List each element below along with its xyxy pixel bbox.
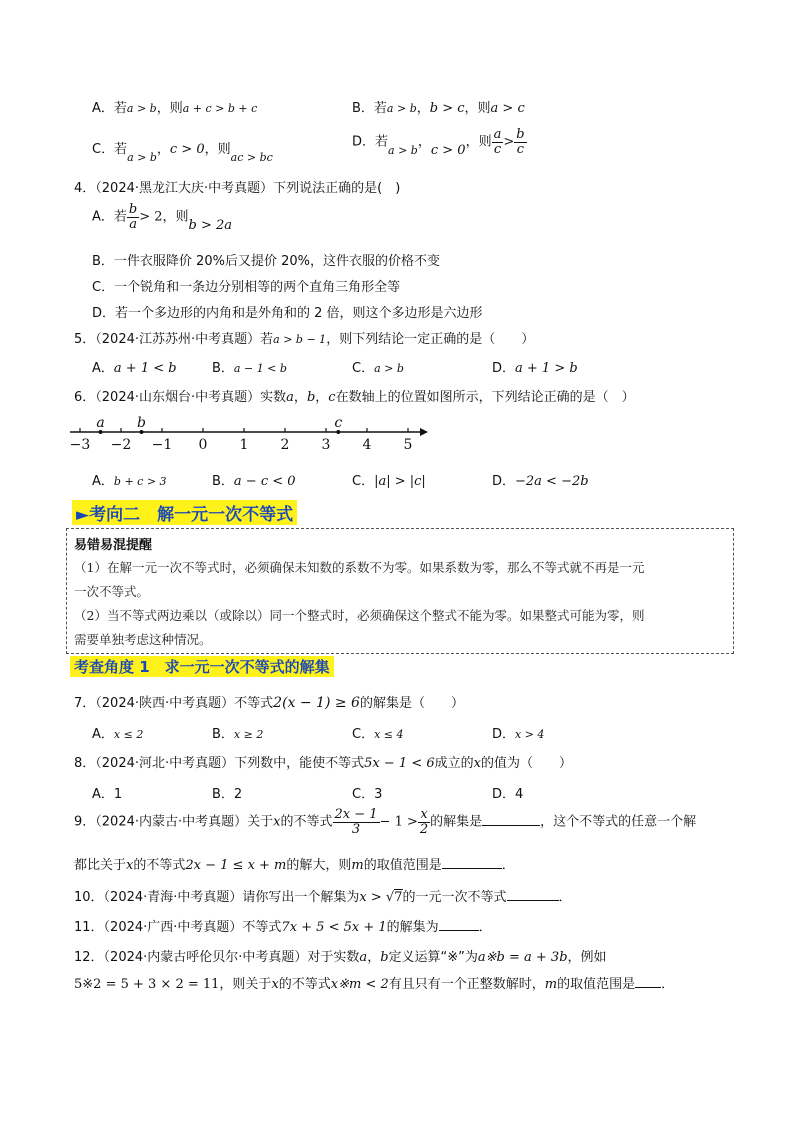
q4-option-b[interactable]: B．一件衣服降价 20%后又提价 20%，这件衣服的价格不变 [92, 254, 440, 269]
tips-line: （2）当不等式两边乘以（或除以）同一个整式时，必须确保这个整式不能为零。如果整式可能为零，则 [74, 608, 645, 623]
answer-blank[interactable] [442, 856, 502, 869]
q5-option-b[interactable]: B．a − 1 < b [212, 361, 287, 376]
fraction: $\frac{a}{c}$ [493, 127, 502, 157]
q5-option-d[interactable]: D．a + 1 > b [492, 361, 578, 376]
number-line-tick-label: 2 [280, 437, 290, 453]
q8-option-c[interactable]: C．3 [352, 787, 383, 802]
number-line-tick-label: −1 [151, 437, 173, 453]
question-8-stem: 8．（2024·河北·中考真题）下列数中，能使不等式5x − 1 < 6成立的x的值为（ ） [74, 756, 572, 771]
number-line-point-label: b [137, 415, 146, 431]
answer-blank[interactable] [482, 813, 540, 826]
number-line-tick-label: −2 [110, 437, 132, 453]
q4-option-a[interactable]: A．若 $\frac{b}{a}$ > 2，则b > 2a [92, 202, 233, 233]
question-9-stem: 9．（2024·内蒙古·中考真题）关于x的不等式 $\frac{2x - 1}{3}$ − 1 > $\frac{x}{2}$ 的解集是 ，这个不等式的任意一个解 [74, 807, 697, 837]
math-expression: a > b [127, 151, 157, 164]
math-expression: a > c [490, 101, 525, 116]
number-line-point-label: a [96, 415, 105, 431]
answer-blank[interactable] [507, 888, 559, 901]
tips-line: （1）在解一元一次不等式时，必须确保未知数的系数不为零。如果系数为零，那么不等式就不再是一元 [74, 560, 645, 575]
math-expression: c > 0 [169, 142, 205, 157]
fraction: $\frac{2x - 1}{3}$ [334, 807, 378, 837]
question-4-stem: 4．（2024·黑龙江大庆·中考真题）下列说法正确的是( ) [74, 181, 401, 196]
subsection-heading: 考查角度 1 求一元一次不等式的解集 [70, 656, 334, 677]
q8-option-b[interactable]: B．2 [212, 787, 243, 802]
math-expression: ac > bc [230, 151, 273, 164]
fraction: $\frac{x}{2}$ [419, 807, 429, 837]
math-expression: c > 0 [430, 142, 466, 158]
number-line-tick-label: −3 [69, 437, 91, 453]
fraction: $\frac{b}{a}$ [128, 202, 138, 232]
question-10-stem: 10．（2024·青海·中考真题）请你写出一个解集为x > √7的一元一次不等式 ． [74, 890, 572, 905]
math-expression: a + c > b + c [182, 102, 258, 115]
question-5-stem: 5．（2024·江苏苏州·中考真题）若a > b − 1，则下列结论一定正确的是（ ） [74, 332, 535, 347]
number-line-point-label: c [334, 415, 343, 431]
q7-option-c[interactable]: C．x ≤ 4 [352, 727, 404, 742]
math-expression: a > b [386, 102, 417, 115]
question-12-line2: 5※2 = 5 + 3 × 2 = 11，则关于x的不等式x※m < 2有且只有一个正整数解时，m的取值范围是 ． [74, 977, 675, 992]
q8-option-d[interactable]: D．4 [492, 787, 524, 802]
number-line-tick-label: 5 [403, 437, 413, 453]
question-7-stem: 7．（2024·陕西·中考真题）不等式2(x − 1) ≥ 6的解集是（ ） [74, 695, 464, 711]
number-line-tick-label: 3 [321, 437, 331, 453]
math-expression: a > b [126, 102, 157, 115]
tips-line: 需要单独考虑这种情况。 [74, 632, 212, 647]
q6-option-c[interactable]: C．|a| > |c| [352, 474, 426, 489]
fraction: $\frac{b}{c}$ [516, 127, 525, 157]
sqrt-symbol: √ [385, 890, 395, 905]
number-line-tick-label: 0 [198, 437, 208, 453]
math-expression: a > b [388, 143, 418, 157]
number-line-arrow [420, 428, 428, 436]
q7-option-a[interactable]: A．x ≤ 2 [92, 727, 144, 742]
q5-option-c[interactable]: C．a > b [352, 361, 404, 376]
q6-option-b[interactable]: B．a − c < 0 [212, 474, 296, 489]
tips-line: 一次不等式。 [74, 584, 150, 599]
q3-option-b[interactable]: B．若a > b，b > c，则a > c [352, 101, 525, 116]
q5-option-a[interactable]: A．a + 1 < b [92, 361, 177, 376]
question-12-stem: 12．（2024·内蒙古呼伦贝尔·中考真题）对于实数a，b定义运算“※”为a※b = a + 3b，例如 [74, 950, 607, 965]
math-expression: b > c [429, 101, 465, 116]
q8-option-a[interactable]: A．1 [92, 787, 123, 802]
tips-title: 易错易混提醒 [74, 538, 153, 553]
number-line-tick-label: 1 [239, 437, 249, 453]
q4-option-c[interactable]: C．一个锐角和一条边分别相等的两个直角三角形全等 [92, 280, 401, 295]
section-heading: ►考向二 解一元一次不等式 [72, 500, 297, 525]
question-11-stem: 11．（2024·广西·中考真题）不等式7x + 5 < 5x + 1的解集为 ． [74, 920, 492, 935]
q7-option-d[interactable]: D．x > 4 [492, 727, 545, 742]
q3-option-a[interactable]: A．若a > b，则a + c > b + c [92, 101, 258, 116]
q6-option-a[interactable]: A．b + c > 3 [92, 474, 167, 489]
q4-option-d[interactable]: D．若一个多边形的内角和是外角和的 2 倍，则这个多边形是六边形 [92, 306, 483, 321]
math-expression: b > 2a [188, 217, 233, 233]
q7-option-b[interactable]: B．x ≥ 2 [212, 727, 264, 742]
question-9-line2: 都比关于x的不等式2x − 1 ≤ x + m的解大，则m的取值范围是 ． [74, 858, 515, 873]
q3-option-d[interactable]: D．若$_{a > b}$，c > 0，则 $\frac{a}{c}$ > $\frac{b}{c}$ [352, 127, 525, 158]
q3-option-c[interactable]: C．若$_{a > b}$，c > 0，则$_{ac > bc}$ [92, 142, 273, 164]
q6-option-d[interactable]: D．−2a < −2b [492, 474, 589, 489]
question-6-stem: 6．（2024·山东烟台·中考真题）实数a，b，c在数轴上的位置如图所示，下列结论正确的是（ ） [74, 390, 635, 405]
answer-blank[interactable] [439, 918, 479, 931]
number-line-tick-label: 4 [362, 437, 372, 453]
answer-blank[interactable] [635, 975, 661, 988]
number-line-figure [60, 408, 440, 456]
